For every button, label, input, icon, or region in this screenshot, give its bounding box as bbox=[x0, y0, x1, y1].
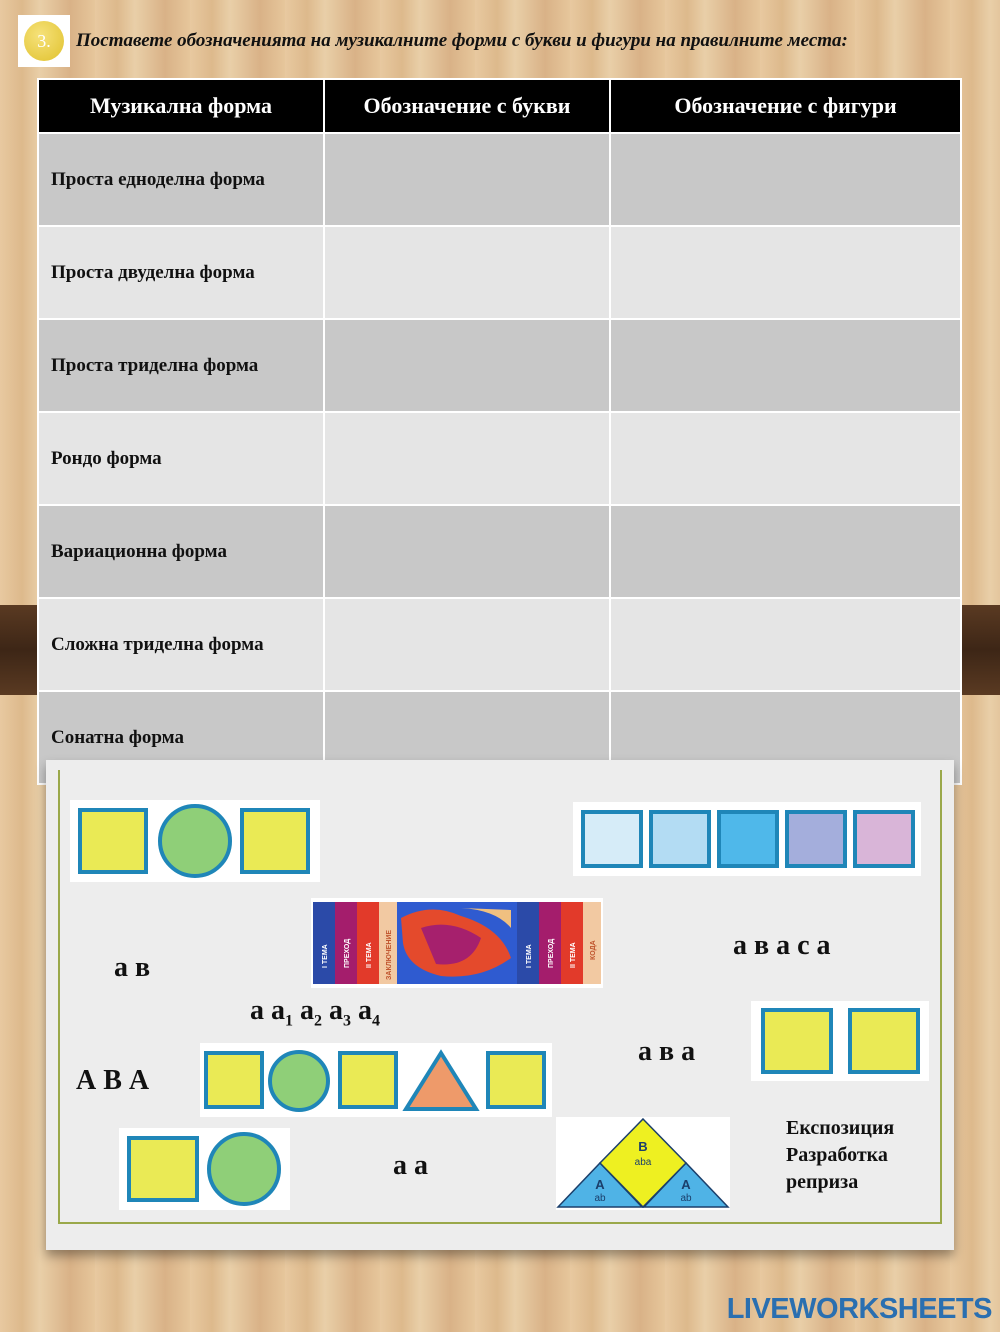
tri-sublabel: ab bbox=[594, 1193, 606, 1204]
label-a-a[interactable]: а а bbox=[393, 1150, 428, 1181]
table-row bbox=[38, 505, 961, 598]
task-instruction: Поставете обозначенията на музикалните форми с букви и фигури на правилните места: bbox=[76, 30, 848, 51]
figure-variation-squares[interactable] bbox=[573, 802, 921, 876]
tri-sublabel: aba bbox=[634, 1157, 652, 1168]
letters-drop-zone[interactable] bbox=[324, 133, 610, 226]
triangle-shape bbox=[402, 1049, 480, 1113]
letters-drop-zone[interactable] bbox=[324, 598, 610, 691]
letter: а bbox=[271, 995, 285, 1026]
label-a-v[interactable]: а в bbox=[114, 952, 151, 983]
square-shape bbox=[486, 1051, 546, 1109]
subscript: 1 bbox=[285, 1012, 293, 1030]
square-shape bbox=[717, 810, 779, 868]
subscript: 4 bbox=[372, 1012, 380, 1030]
form-name: Проста двуделна форма bbox=[38, 226, 324, 319]
form-name: Сложна триделна форма bbox=[38, 598, 324, 691]
square-shape bbox=[649, 810, 711, 868]
label-a-variations[interactable] bbox=[250, 995, 380, 1031]
figures-drop-zone[interactable] bbox=[610, 598, 961, 691]
figures-drop-zone[interactable] bbox=[610, 412, 961, 505]
strip-label: II ТЕМА bbox=[570, 942, 577, 968]
table-row bbox=[38, 319, 961, 412]
square-shape bbox=[240, 808, 310, 874]
figures-drop-zone[interactable] bbox=[610, 226, 961, 319]
strip-label: ПРЕХОД bbox=[548, 938, 555, 968]
liveworksheets-logo: LIVEWORKSHEETS bbox=[726, 1293, 992, 1325]
circle-shape bbox=[158, 804, 232, 878]
letter: а bbox=[250, 995, 264, 1026]
label-a-v-a-s-a[interactable]: а в а с а bbox=[733, 930, 831, 961]
square-shape bbox=[785, 810, 847, 868]
task-header bbox=[18, 15, 848, 67]
figure-rondo-shapes[interactable] bbox=[200, 1043, 552, 1117]
table-row bbox=[38, 133, 961, 226]
square-shape bbox=[204, 1051, 264, 1109]
tri-sublabel: ab bbox=[680, 1193, 692, 1204]
letters-drop-zone[interactable] bbox=[324, 226, 610, 319]
strip-label: I ТЕМА bbox=[526, 944, 533, 968]
term: Разработка bbox=[786, 1144, 888, 1166]
strip-label: II ТЕМА bbox=[366, 942, 373, 968]
task-number: 3. bbox=[24, 21, 64, 61]
tri-label: A bbox=[595, 1177, 605, 1192]
letters-drop-zone[interactable] bbox=[324, 319, 610, 412]
tri-label: A bbox=[681, 1177, 691, 1192]
figure-sonata-strip[interactable] bbox=[311, 898, 603, 988]
label-a-v-a[interactable]: а в а bbox=[638, 1036, 696, 1067]
letter: а bbox=[300, 995, 314, 1026]
figures-drop-zone[interactable] bbox=[610, 505, 961, 598]
strip-label: КОДА bbox=[590, 940, 597, 960]
label-A-B-A[interactable]: А В А bbox=[76, 1065, 150, 1096]
square-shape bbox=[127, 1136, 199, 1202]
tri-label: B bbox=[638, 1139, 648, 1154]
label-sonata-terms[interactable] bbox=[786, 1115, 894, 1196]
figure-square-circle-square[interactable] bbox=[70, 800, 320, 882]
ternary-triangles-graphic bbox=[556, 1117, 730, 1210]
figure-two-squares[interactable] bbox=[751, 1001, 929, 1081]
music-forms-table bbox=[37, 78, 962, 785]
strip-label: ПРЕХОД bbox=[344, 938, 351, 968]
form-name: Вариационна форма bbox=[38, 505, 324, 598]
square-shape bbox=[78, 808, 148, 874]
term: реприза bbox=[786, 1171, 859, 1193]
square-shape bbox=[853, 810, 915, 868]
form-name: Проста триделна форма bbox=[38, 319, 324, 412]
subscript: 3 bbox=[343, 1012, 351, 1030]
figures-drop-zone[interactable] bbox=[610, 133, 961, 226]
subscript: 2 bbox=[314, 1012, 322, 1030]
figure-square-circle[interactable] bbox=[119, 1128, 290, 1210]
letter: а bbox=[329, 995, 343, 1026]
square-shape bbox=[338, 1051, 398, 1109]
letters-drop-zone[interactable] bbox=[324, 505, 610, 598]
letter: а bbox=[358, 995, 372, 1026]
letters-drop-zone[interactable] bbox=[324, 412, 610, 505]
circle-shape bbox=[207, 1132, 281, 1206]
figure-complex-ternary[interactable] bbox=[556, 1117, 730, 1210]
table-row bbox=[38, 226, 961, 319]
task-number-badge bbox=[18, 15, 70, 67]
table-row bbox=[38, 598, 961, 691]
header-letters: Обозначение с букви bbox=[324, 79, 610, 133]
circle-shape bbox=[268, 1050, 330, 1112]
form-name: Проста едноделна форма bbox=[38, 133, 324, 226]
strip-label: I ТЕМА bbox=[322, 944, 329, 968]
form-name: Рондо форма bbox=[38, 412, 324, 505]
header-music-form: Музикална форма bbox=[38, 79, 324, 133]
header-figures: Обозначение с фигури bbox=[610, 79, 961, 133]
square-shape bbox=[761, 1008, 833, 1074]
square-shape bbox=[581, 810, 643, 868]
strip-label: ЗАКЛЮЧЕНИЕ bbox=[386, 929, 393, 980]
square-shape bbox=[848, 1008, 920, 1074]
figures-drop-zone[interactable] bbox=[610, 319, 961, 412]
table-header-row bbox=[38, 79, 961, 133]
table-row bbox=[38, 412, 961, 505]
term: Експозиция bbox=[786, 1117, 895, 1139]
sonata-strip-graphic bbox=[311, 898, 603, 988]
form-name: Сонатна форма bbox=[38, 691, 324, 784]
